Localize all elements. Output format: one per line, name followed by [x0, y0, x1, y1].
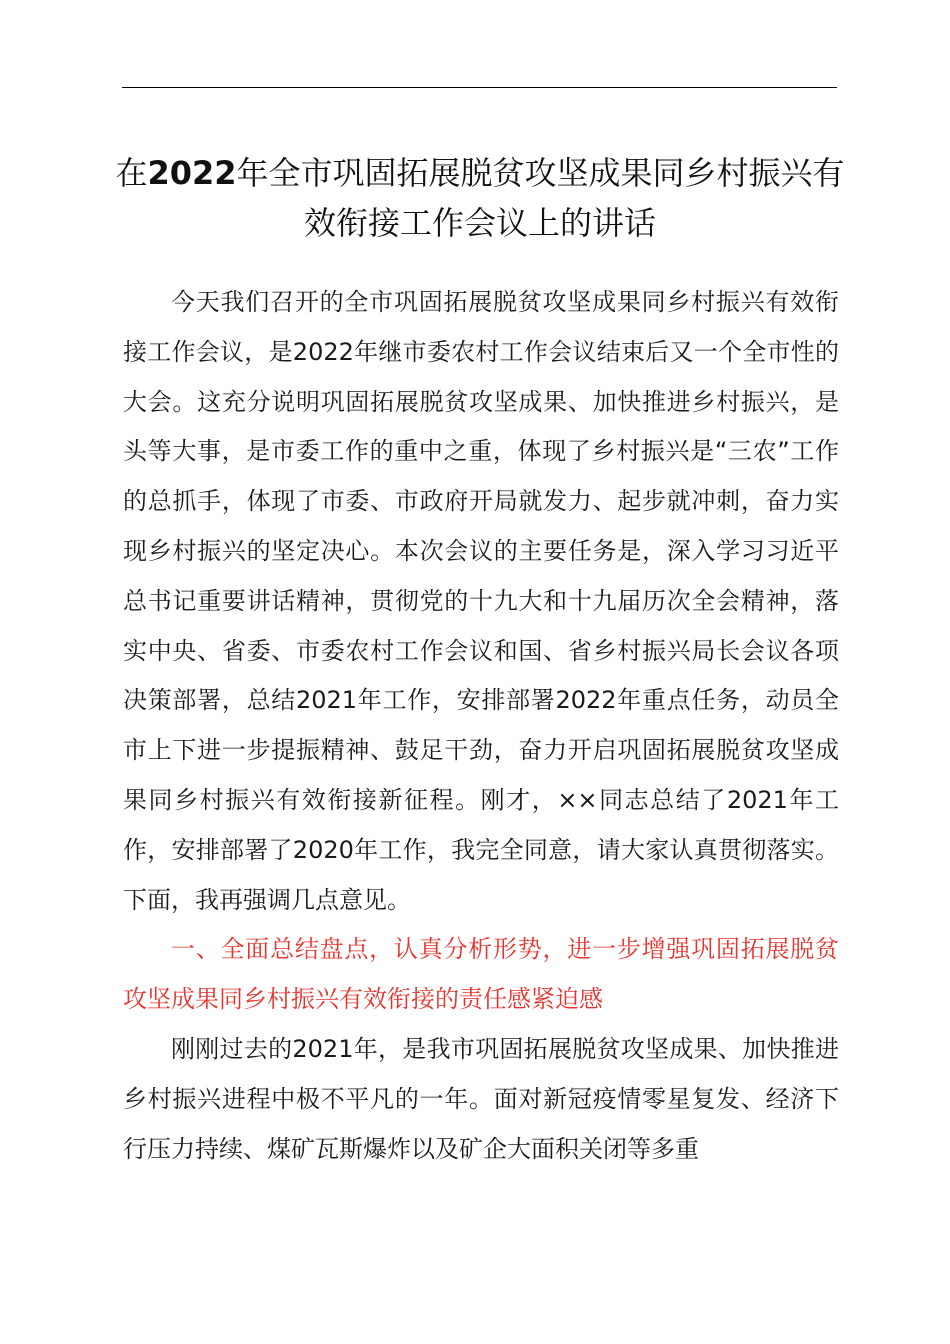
title-prefix: 在 — [115, 154, 148, 192]
section-heading: 一、全面总结盘点，认真分析形势，进一步增强巩固拓展脱贫攻坚成果同乡村振兴有效衔接的责任感紧迫感 — [123, 935, 839, 1014]
title-year: 2022 — [147, 154, 237, 192]
document-body — [123, 278, 839, 1174]
document-title — [110, 148, 850, 248]
title-rest: 年全市巩固拓展脱贫攻坚成果同乡村振兴有效衔接工作会议上的讲话 — [236, 154, 845, 242]
header-rule — [122, 87, 837, 88]
section-paragraph: 刚刚过去的2021年，是我市巩固拓展脱贫攻坚成果、加快推进乡村振兴进程中极不平凡的一年。面对新冠疫情零星复发、经济下行压力持续、煤矿瓦斯爆炸以及矿企大面积关闭等多重 — [123, 1034, 839, 1163]
intro-paragraph: 今天我们召开的全市巩固拓展脱贫攻坚成果同乡村振兴有效衔接工作会议，是2022年继市委农村工作会议结束后又一个全市性的大会。这充分说明巩固拓展脱贫攻坚成果、加快推进乡村振兴，是头等大事，是市委工作的重中之重，体现了乡村振兴是“三农”工作的总抓手，体现了市委、市政府开局就发力、起步就冲刺，奋力实现乡村振兴的坚定决心。本次会议的主要任务是，深入学习习近平总书记重要讲话精神，贯彻党的十九大和十九届历次全会精神，落实中央、省委、市委农村工作会议和国、省乡村振兴局长会议各项决策部署，总结2021年工作，安排部署2022年重点任务，动员全市上下进一步提振精神、鼓足干劲，奋力开启巩固拓展脱贫攻坚成果同乡村振兴有效衔接新征程。刚才，××同志总结了2021年工作，安排部署了2020年工作，我完全同意，请大家认真贯彻落实。下面，我再强调几点意见。 — [123, 288, 839, 914]
